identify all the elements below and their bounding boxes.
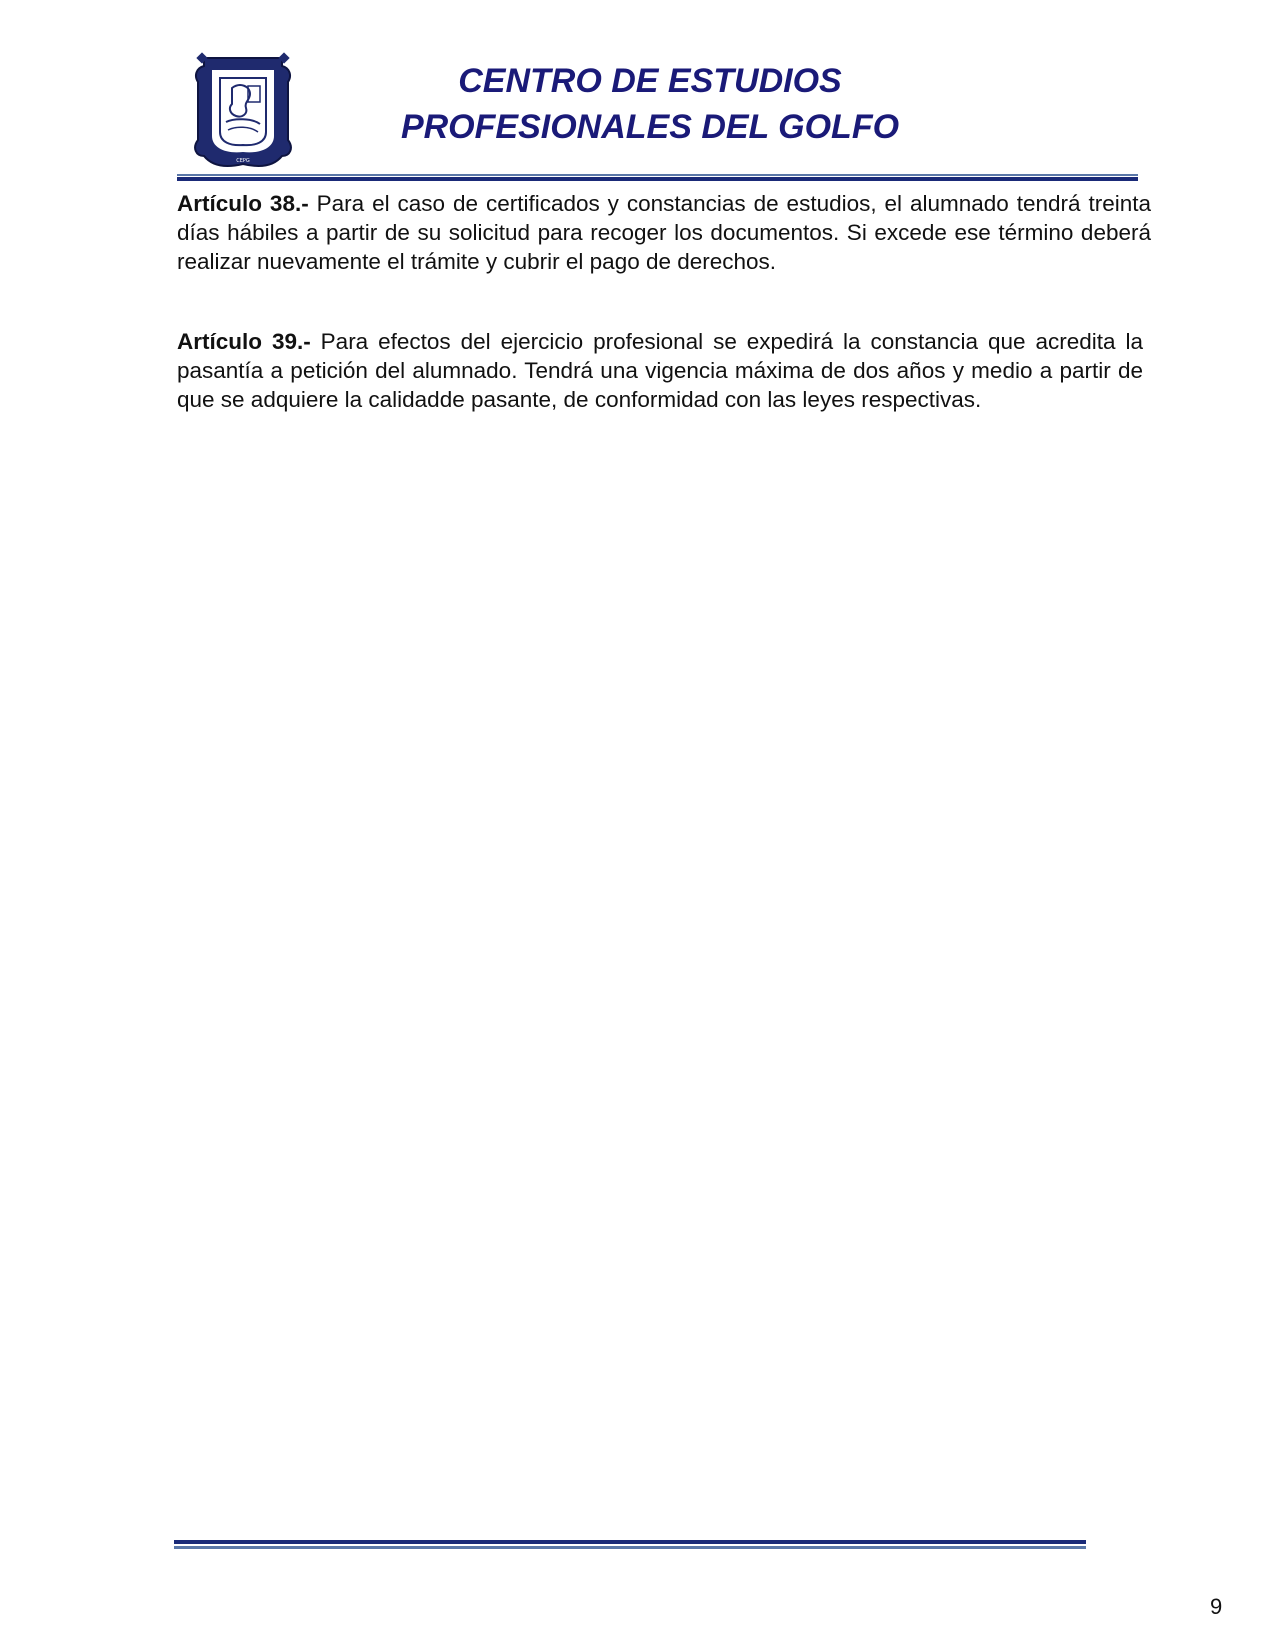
institution-logo xyxy=(190,52,296,170)
article-39-label: Artículo 39.- xyxy=(177,329,311,354)
page-number: 9 xyxy=(1210,1594,1223,1619)
footer-divider xyxy=(174,1540,1086,1549)
article-38-label: Artículo 38.- xyxy=(177,191,309,216)
article-38-text: Para el caso de certificados y constancias de estudios, el alumnado tendrá treinta días hábiles a partir de su solicitud para recoger los documentos. Si excede ese término deberá realizar nuevamente el trámite y cubrir el pago de derechos. xyxy=(177,191,1151,274)
header-title-line-2: PROFESIONALES DEL GOLFO xyxy=(400,108,900,146)
page-header-title xyxy=(340,58,960,150)
article-39-text: Para efectos del ejercicio profesional se expedirá la constancia que acredita la pasantía a petición del alumnado. Tendrá una vigencia máxima de dos años y medio a partir de que se adquiere la calidadde pasante, de conformidad con las leyes respectivas. xyxy=(177,329,1143,412)
article-39 xyxy=(177,327,1143,414)
header-title-line-1: CENTRO DE ESTUDIOS xyxy=(458,62,842,100)
article-38 xyxy=(177,189,1151,276)
header-divider xyxy=(177,174,1138,181)
logo-text: CEPG xyxy=(236,158,250,164)
